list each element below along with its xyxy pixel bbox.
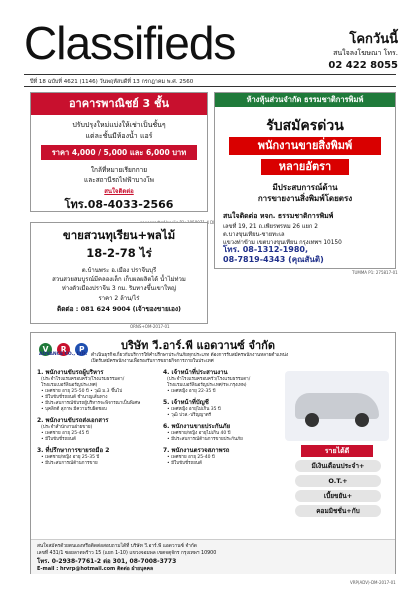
ad-heading: อาคารพาณิชย์ 3 ชั้น [31, 93, 207, 115]
ad-vrp-recruitment[interactable] [30, 332, 396, 574]
ad-ref: ORNS+OM-2017-01 [130, 324, 170, 329]
ad-line: แต่ละชั้นมีห้องน้ำ แอร์ [85, 132, 153, 140]
position-detail: (ประจำโรงแรมครอบครัว/โรงแรมธรรมดา/ [167, 377, 251, 382]
header-divider-bottom [24, 86, 396, 87]
position-detail: (ประจำโรงแรมครอบครัว/โรงแรมธรรมดา/ [41, 377, 125, 382]
position-title: 7. พนักงานตรวจสภาพรถ [163, 447, 230, 454]
position-detail: • บุคลิกดี สุภาพ มีความรับผิดชอบ [41, 407, 107, 412]
position-detail: • วุฒิ ปวส.-ปริญญาตรี [167, 413, 212, 418]
logo-subtitle: ADVANCE CO., LTD. [39, 352, 88, 357]
position-detail: • เพศชาย อายุ 25-40 ปี [167, 455, 215, 460]
perk-item: คอมมิชชั่น+กับ [295, 505, 381, 517]
position-title: 5. เจ้าหน้าที่บัญชี [163, 399, 209, 406]
ad-subtitle: 18-2-78 ไร่ [86, 246, 152, 260]
car-wheel [355, 413, 369, 427]
position-title: 2. พนักงานขับรถส่งเอกสาร [37, 417, 109, 424]
ad-intro: ดำเนินธุรกิจเกี่ยวกับบริการให้คำปรึกษาประกันภัยทุกประเภท ต้องการรับสมัครพนักงานหลายตำแหน่ง [91, 353, 289, 358]
perk-item: มีเงินเดือนประจำ+ [295, 460, 381, 472]
ad-heading: ห้างหุ้นส่วนจำกัด ธรรมชาติการพิมพ์ [215, 93, 395, 107]
position-detail: • เพศชาย/หญิง อายุไม่เกิน 40 ปี [167, 431, 231, 436]
position-detail: โรงแรมเบอร์ลินอรัญประเทศ) [41, 383, 98, 388]
position-title: 1. พนักงานขับรถผู้บริหาร [37, 369, 104, 376]
ad-line: มีประสบการณ์ด้าน [272, 183, 338, 192]
perk-item: เบี้ยขยัน+ [295, 490, 381, 502]
position-detail: • มีใบขับขี่รถยนต์ ชำนาญเส้นทาง [41, 395, 108, 400]
ad-address: ต.บางขุนเทียน-ชายทะเล [223, 232, 285, 238]
position-detail: • เพศหญิง อายุ 22-35 ปี [167, 389, 216, 394]
logo-letter: P [75, 343, 88, 356]
position-detail: (ประจำสำนักงานฝ่ายขาย) [41, 425, 93, 430]
ad-ref: VRP(ADV)-DM-2017-01 [350, 580, 396, 585]
logo-letter: R [57, 343, 70, 356]
position-title: 4. เจ้าหน้าที่ประสานงาน [163, 369, 228, 376]
ad-price: ราคา 2 ล้าน/ไร่ [98, 295, 140, 302]
company-name: บริษัท วี.อาร์.พี แอดวานซ์ จำกัด [121, 339, 275, 352]
ad-price: ราคา 4,000 / 5,000 และ 6,000 บาท [41, 145, 197, 160]
ad-shophouse[interactable] [30, 92, 208, 212]
perk-item: O.T.+ [295, 475, 381, 487]
ad-durian-orchard[interactable] [30, 222, 208, 324]
ad-footer [31, 539, 395, 574]
footer-line: สนใจสมัครด้วยตนเองหรือติดต่อสอบถามได้ที่ บริษัท วี.อาร์.พี แอดวานซ์ จำกัด [37, 544, 197, 549]
ad-quantity: หลายอัตรา [261, 159, 349, 175]
ad-contact[interactable]: ติดต่อ : 081 624 9004 (เจ้าของขายเอง) [56, 305, 182, 313]
ad-title: รับสมัครด่วน [266, 118, 344, 134]
position-detail: • มีประสบการณ์ด้านการขายประกันภัย [167, 437, 243, 442]
position-detail: • เพศชาย อายุ 25-50 ปี • วุฒิ ม.3 ขึ้นไป [41, 389, 123, 394]
ad-ref: TUMMA P1: 275817-01 [352, 270, 398, 275]
position-detail: • เพศชาย/หญิง อายุ 25-35 ปี [41, 455, 100, 460]
perks-title: รายได้ดี [301, 445, 373, 457]
brand-phone: 02 422 8055 [328, 60, 398, 71]
ad-line: และสถานีรถไฟฟ้าบางโพ [84, 176, 154, 184]
page-title: Classifieds [24, 17, 236, 69]
header-divider [24, 74, 396, 75]
position-title: 3. ที่ปรึกษาการขายรถมือ 2 [37, 447, 110, 454]
position-detail: • เพศหญิง อายุไม่เกิน 35 ปี [167, 407, 221, 412]
ad-address: แขวงท่าข้าม เขตบางขุนเทียน กรุงเทพฯ 10150 [223, 240, 342, 246]
ad-line: ปรับปรุงใหม่แบ่งให้เช่าเป็นชั้นๆ [72, 121, 166, 129]
car-wheel [305, 413, 319, 427]
ad-phones[interactable] [223, 245, 393, 265]
car-image [285, 371, 389, 441]
ad-intro: เปิดรับสมัครพนักงานเพื่อรองรับการขยายกิจการภายในประเทศ [91, 359, 214, 364]
ad-contact-label: สนใจติดต่อ [104, 188, 134, 195]
ad-line: ใกล้ที่หมายเรียกกาย [90, 166, 148, 174]
ad-line: ต.บ้านพระ อ.เมือง ปราจีนบุรี [81, 267, 157, 274]
position-detail: • มีใบขับขี่รถยนต์ [167, 461, 202, 466]
position-title: 6. พนักงานขายประกันภัย [163, 423, 231, 430]
issue-line: ปีที่ 18 ฉบับที่ 4621 (1146) วันพฤหัสบดีที่ 13 กรกฎาคม พ.ศ. 2560 [30, 79, 194, 85]
brand-logo: โคกวันนี้ [349, 32, 398, 47]
ad-line: การขายงานสิ่งพิมพ์โดยตรง [257, 194, 353, 203]
ad-address: เลขที่ 19, 21 ถ.เพียรพรหม 26 แยก 2 [223, 224, 318, 230]
ad-title: ขายสวนทุเรียน+พลไม้ [62, 228, 176, 242]
ad-position: พนักงานขายสิ่งพิมพ์ [229, 137, 381, 155]
position-detail: • มีใบขับขี่รถยนต์ [41, 437, 76, 442]
footer-phone[interactable]: โทร. 0-2938-7761-2 ต่อ 301, 08-7008-3773 [37, 558, 177, 565]
ad-phone[interactable]: โทร. 08-1312-1980, [223, 245, 309, 254]
ad-phone[interactable]: โทร.08-4033-2566 [64, 198, 174, 211]
position-detail: • มีประสบการณ์ด้านการขาย [41, 461, 98, 466]
logo-letter: V [39, 343, 52, 356]
ad-line: ห่างตัวเมืองปราจีน 3 กม. ริมทางขึ้นเขาใหญ่ [61, 285, 177, 292]
ad-contact: สนใจติดต่อ หจก. ธรรมชาติการพิมพ์ [223, 212, 334, 220]
ad-phone[interactable]: 08-7819-4343 (คุณสันติ) [223, 255, 324, 264]
ad-printing-job[interactable] [214, 92, 396, 269]
footer-email[interactable]: E-mail : hrvrp@hotmail.com ติดต่อ ฝ่ายบุคคล [37, 566, 154, 572]
position-detail: • มีประสบการณ์ขับรถผู้บริหารจะพิจารณาเป็นพิเศษ [41, 401, 141, 406]
brand-sub: สนใจลงโฆษณา โทร. [333, 49, 398, 57]
ad-line: สวนสวยสมบูรณ์มีคลองเล็ก เก็บผลผลิตได้ น้ำไม่ท่วม [52, 276, 186, 283]
position-detail: โรงแรมเบอร์ลินอรัญประเทศ/รพ.กรุงเทพ) [167, 383, 247, 388]
position-detail: • เพศชาย อายุ 25-45 ปี [41, 431, 89, 436]
footer-address: เลขที่ 431/1 ซอยลาดพร้าว 15 (แยก 1-10) แขวงจอมพล เขตจตุจักร กรุงเทพฯ 10900 [37, 551, 217, 556]
